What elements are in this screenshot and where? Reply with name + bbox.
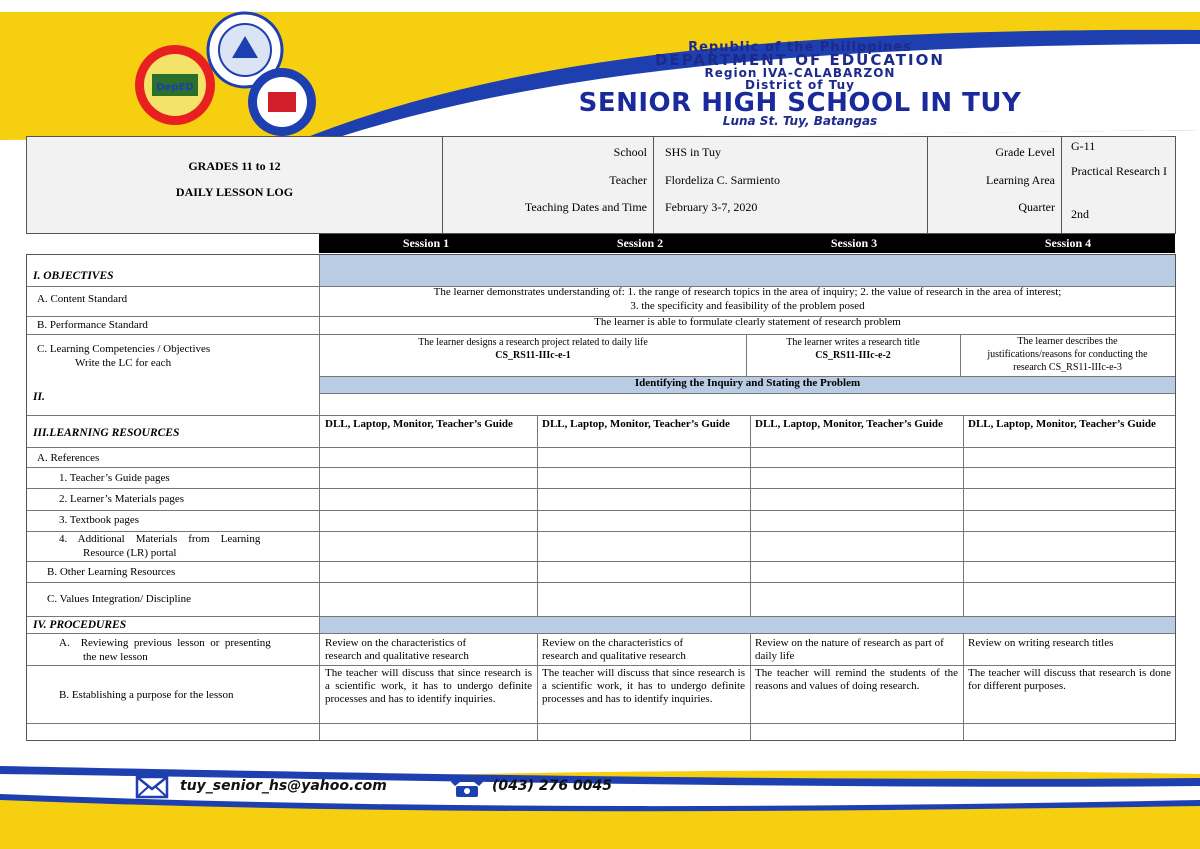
purpose-session-1: The teacher will discuss that since research is a scientific work, it has to undergo definite processes and has to identify inquiries. — [325, 667, 532, 705]
lesson-log-table — [26, 254, 1176, 741]
performance-standard-label: B. Performance Standard — [37, 319, 148, 331]
learners-materials-label: 2. Learner’s Materials pages — [59, 493, 185, 505]
additional-materials-label: 4. Additional Materials from Learning — [59, 533, 261, 545]
school-address: Luna St. Tuy, Batangas — [722, 114, 878, 128]
resources-session-4: DLL, Laptop, Monitor, Teacher’s Guide — [968, 418, 1156, 430]
lc-session-1-2-code: CS_RS11-IIIc-e-1 — [495, 350, 571, 361]
log-title: DAILY LESSON LOG — [175, 185, 294, 199]
learning-area-label: Learning Area — [986, 173, 1055, 187]
grade-level-label: Grade Level — [995, 145, 1055, 159]
resources-session-3: DLL, Laptop, Monitor, Teacher’s Guide — [755, 418, 943, 430]
session-1-header: Session 1 — [402, 236, 450, 250]
section-ii-heading: II. — [33, 391, 45, 403]
procedures-fill — [320, 616, 1175, 633]
district-heading: District of Tuy — [745, 78, 855, 92]
grades-label: GRADES 11 to 12 — [188, 159, 281, 173]
info-values-cell — [653, 137, 928, 233]
school-label: School — [613, 145, 647, 159]
dates-label: Teaching Dates and Time — [524, 200, 647, 214]
department-heading: DEPARTMENT OF EDUCATION — [655, 51, 945, 69]
competencies-sublabel: Write the LC for each — [75, 357, 172, 369]
footer-banner — [0, 760, 1200, 849]
values-integration-label: C. Values Integration/ Discipline — [47, 593, 191, 605]
purpose-session-4: The teacher will discuss that research is done for different purposes. — [968, 667, 1171, 692]
session-2-header: Session 2 — [616, 236, 664, 250]
lesson-info-box — [26, 136, 1176, 234]
review-session-3: Review on the nature of research as part of daily life — [755, 637, 944, 662]
resources-session-1: DLL, Laptop, Monitor, Teacher’s Guide — [325, 418, 513, 430]
lc-session-3-code: CS_RS11-IIIc-e-2 — [815, 350, 891, 361]
competencies-label: C. Learning Competencies / Objectives — [37, 343, 211, 355]
info-labels-cell — [442, 137, 654, 233]
lc-session-4-line-3: research CS_RS11-IIIc-e-3 — [1013, 362, 1122, 373]
dates-value: February 3-7, 2020 — [665, 200, 758, 214]
learning-resources-heading: III.LEARNING RESOURCES — [33, 427, 180, 439]
school-name-title: SENIOR HIGH SCHOOL IN TUY — [578, 88, 1022, 118]
log-title-cell — [27, 137, 443, 233]
session-header-bar — [319, 234, 1175, 253]
republic-heading: Republic of the Philippines — [688, 40, 912, 55]
review-session-4: Review on writing research titles — [968, 637, 1114, 649]
grade-level-value: G-11 — [1071, 139, 1096, 153]
review-session-2: Review on the characteristics of research and qualitative research — [542, 637, 686, 662]
lc-session-3: The learner writes a research title — [786, 337, 920, 348]
school-value: SHS in Tuy — [665, 145, 722, 159]
content-standard-label: A. Content Standard — [37, 293, 128, 305]
svg-text:DepED: DepED — [156, 82, 194, 93]
objectives-heading: I. OBJECTIVES — [33, 270, 114, 282]
region-heading: Region IVA-CALABARZON — [704, 66, 896, 80]
footer-phone: (043) 276 0045 — [492, 778, 612, 794]
teacher-label: Teacher — [609, 173, 647, 187]
purpose-session-2: The teacher will discuss that since research is a scientific work, it has to undergo definite processes and has to identify inquiries. — [542, 667, 745, 705]
session-3-header: Session 3 — [830, 236, 878, 250]
objectives-fill — [320, 255, 1175, 286]
session-4-header: Session 4 — [1044, 236, 1092, 250]
grade-values-cell — [1061, 137, 1174, 233]
purpose-session-3: The teacher will remind the students of the reasons and values of doing research. — [755, 667, 958, 692]
reviewing-sublabel: the new lesson — [83, 651, 148, 663]
review-session-1: Review on the characteristics of research and qualitative research — [325, 637, 469, 662]
division-seal-logo — [135, 45, 215, 125]
content-standard-text-1: The learner demonstrates understanding of: 1. the range of research topics in the area of inquiry; 2. the value of research in the area of interest; — [433, 286, 1062, 298]
teachers-guide-label: 1. Teacher’s Guide pages — [59, 472, 170, 484]
procedures-heading: IV. PROCEDURES — [33, 619, 127, 631]
lc-session-4-line-1: The learner describes the — [1017, 336, 1118, 347]
other-resources-label: B. Other Learning Resources — [47, 566, 176, 578]
reviewing-label: A. Reviewing previous lesson or presenting — [59, 637, 271, 649]
content-heading: Identifying the Inquiry and Stating the Problem — [634, 377, 861, 389]
purpose-label: B. Establishing a purpose for the lesson — [59, 689, 234, 701]
teacher-value: Flordeliza C. Sarmiento — [665, 173, 780, 187]
quarter-value: 2nd — [1071, 207, 1089, 221]
content-standard-text-2: 3. the specificity and feasibility of the problem posed — [630, 300, 865, 312]
quarter-label: Quarter — [1018, 200, 1055, 214]
school-seal-logo — [248, 68, 316, 136]
learning-area-value: Practical Research I — [1071, 164, 1167, 178]
additional-materials-sublabel: Resource (LR) portal — [83, 547, 177, 559]
references-label: A. References — [37, 452, 100, 464]
footer-email[interactable]: tuy_senior_hs@yahoo.com — [180, 778, 387, 794]
lc-session-4-line-2: justifications/reasons for conducting the — [987, 349, 1148, 360]
grade-labels-cell — [927, 137, 1062, 233]
lc-session-1-2: The learner designs a research project related to daily life — [418, 337, 648, 348]
textbook-pages-label: 3. Textbook pages — [59, 514, 139, 526]
resources-session-2: DLL, Laptop, Monitor, Teacher’s Guide — [542, 418, 730, 430]
envelope-icon — [137, 777, 167, 797]
performance-standard-text: The learner is able to formulate clearly statement of research problem — [594, 316, 901, 328]
